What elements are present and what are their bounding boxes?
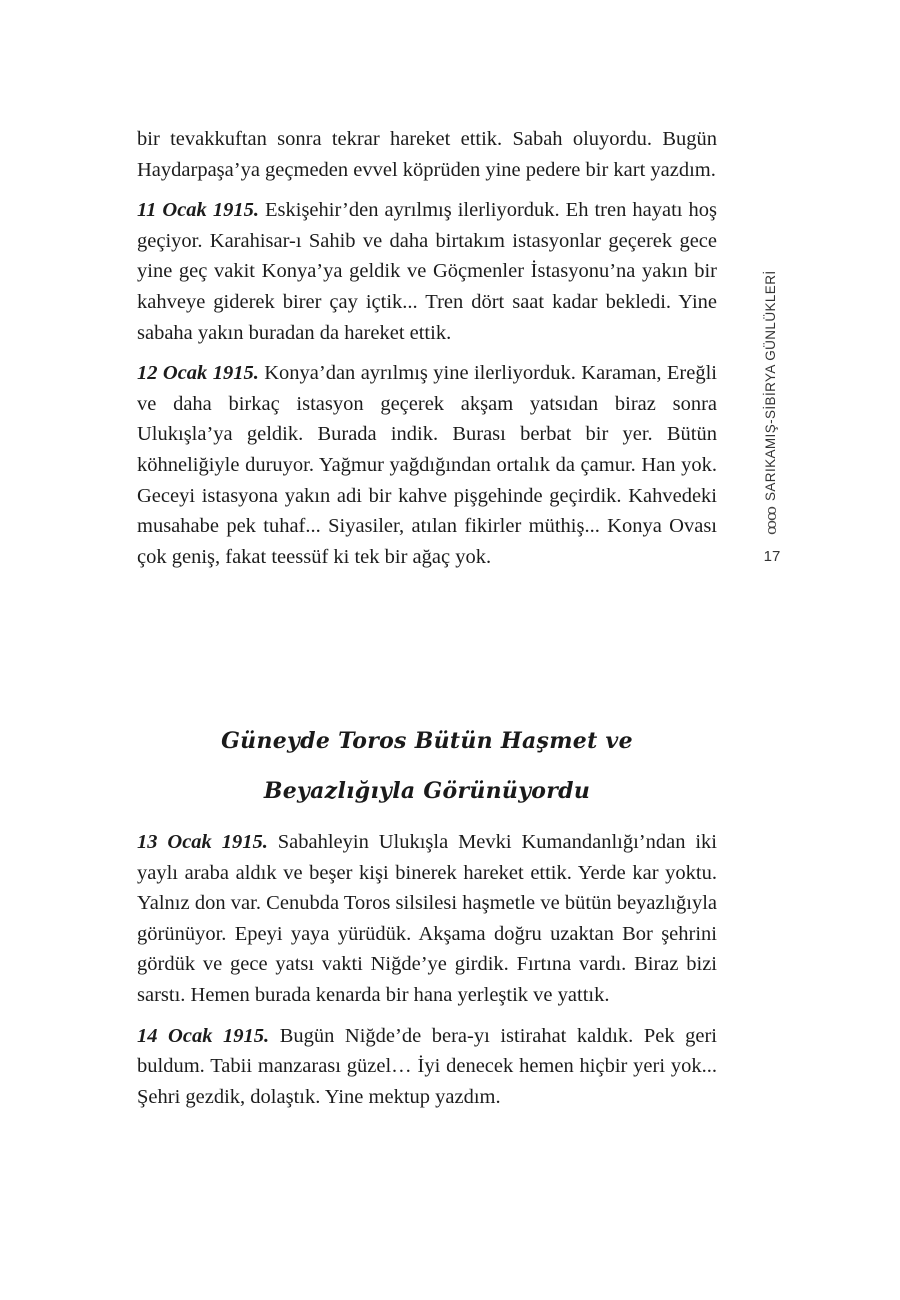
diary-entry — [137, 358, 717, 572]
entry-text: Eskişehir’den ayrılmış ilerliyorduk. Eh tren hayatı hoş geçiyor. Karahisar-ı Sahib ve daha birtakım istasyonlar geçerek gece yine geç vakit Konya’ya geldik ve Göçmenler İstasyonu’na yakın bir kahveye giderek birer çay içtik... Tren dört saat kadar bekledi. Yine sabaha yakın buradan da hareket ettik. — [137, 199, 717, 344]
diary-entry — [137, 195, 717, 348]
diary-entry — [137, 1021, 717, 1113]
scroll-ornament-icon: ꝏꝏ — [762, 507, 780, 535]
entry-text: Bugün Niğde’de bera-yı istirahat kaldık. Pek geri buldum. Tabii manzarası güzel… İyi denecek hemen hiçbir yeri yok... Şehri gezdik, dolaştık. Yine mektup yazdım. — [137, 1024, 718, 1108]
section-heading-line-2: Beyazlığıyla Görünüyordu — [263, 778, 591, 804]
paragraph-text: bir tevakkuftan sonra tekrar hareket ettik. Sabah oluyordu. Bugün Haydarpaşa’ya geçmeden evvel köprüden yine pedere bir kart yazdım. — [137, 128, 717, 181]
entry-date: 12 Ocak 1915. — [137, 362, 259, 385]
section-heading-line-1: Güneyde Toros Bütün Haşmet ve — [221, 728, 633, 754]
entry-date: 11 Ocak 1915. — [137, 199, 259, 222]
page-number: 17 — [763, 548, 781, 565]
entry-date: 13 Ocak 1915. — [137, 831, 268, 853]
diary-entries-top — [137, 124, 717, 572]
running-header-title: SARIKAMIŞ-SİBİRYA GÜNLÜKLERİ — [763, 270, 778, 502]
diary-entry — [137, 827, 717, 1011]
diary-paragraph — [137, 124, 717, 185]
entry-text: Konya’dan ayrılmış yine ilerliyorduk. Karaman, Ereğli ve daha birkaç istasyon geçerek akşam yatsıdan biraz sonra Ulukışla’ya geldik. Burada indik. Burası berbat bir yer. Bütün köhneliğiyle duruyor. Yağmur yağdığından ortalık da çamur. Han yok. Geceyi istasyona yakın adi bir kahve pişgehinde geçirdik. Kahvedeki musahabe pek tuhaf... Siyasiler, atılan fikirler müthiş... Konya Ovası çok geniş, fakat teessüf ki tek bir ağaç yok. — [137, 362, 718, 568]
running-header-title-wrap — [758, 215, 784, 535]
entry-text: Sabahleyin Ulukışla Mevki Kumandanlığı’ndan iki yaylı araba aldık ve beşer kişi binerek hareket ettik. Yerde kar yoktu. Yalnız don var. Cenubda Toros silsilesi haşmetle ve bütün beyazlığıyla görünüyor. Epeyi yaya yürüdük. Akşama doğru uzaktan Bor şehrini gördük ve gece yatsı vakti Niğde’ye girdik. Fırtına vardı. Biraz bizi sarstı. Hemen burada kenarda bir hana yerleştik ve yattık. — [137, 831, 717, 1006]
entry-date: 14 Ocak 1915. — [137, 1024, 270, 1047]
running-header — [758, 215, 784, 535]
diary-entries-bottom — [137, 827, 717, 1112]
